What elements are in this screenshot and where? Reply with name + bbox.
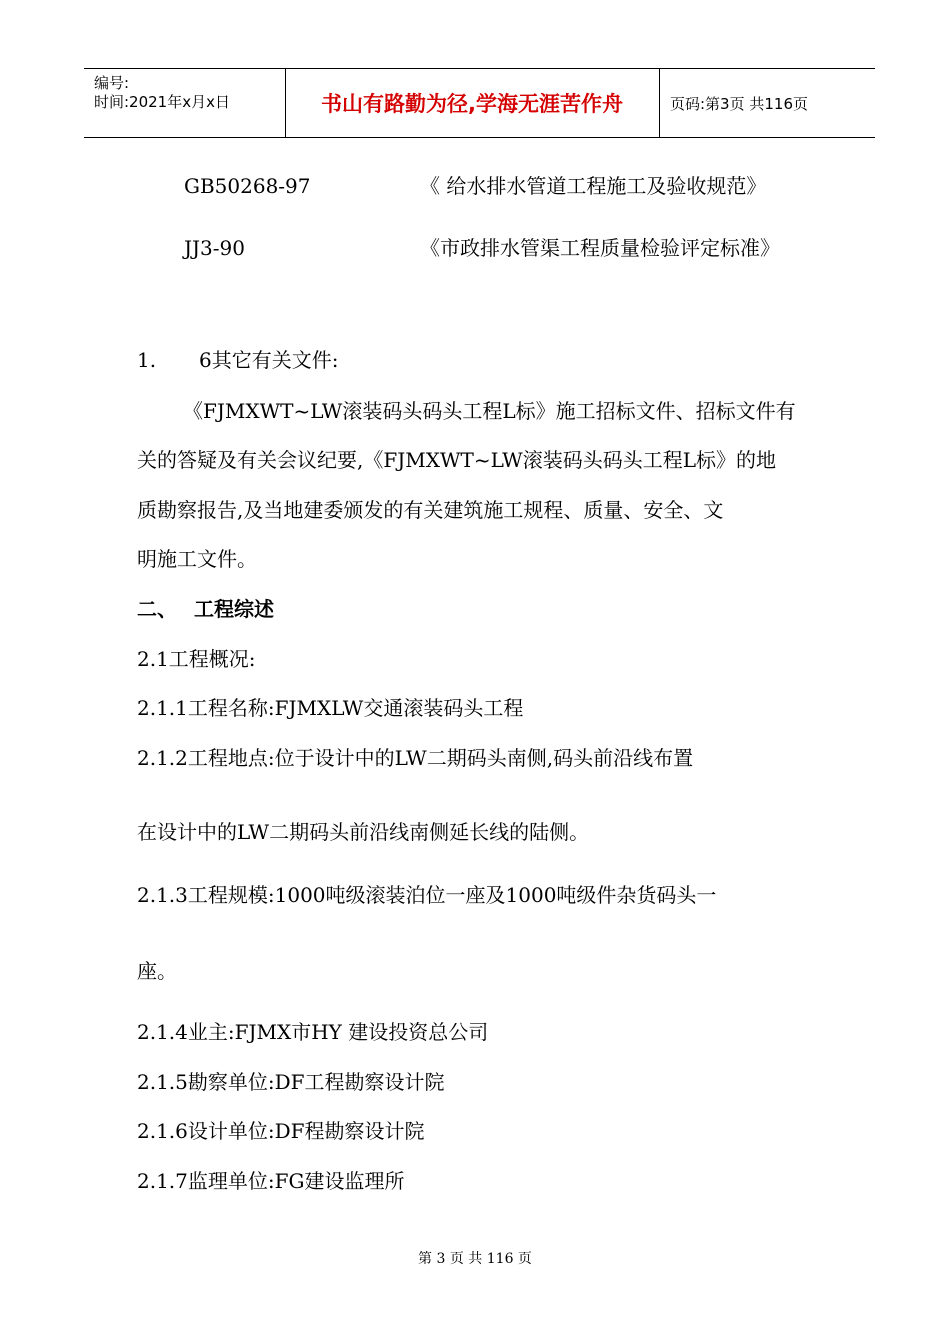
paragraph-line: 明施工文件。 <box>137 547 257 571</box>
paragraph-line: 质勘察报告,及当地建委颁发的有关建筑施工规程、质量、安全、文 <box>137 498 724 522</box>
item-project-name: 2.1.1工程名称:FJMXLW交通滚装码头工程 <box>137 696 524 720</box>
paragraph-line: 关的答疑及有关会议纪要,《FJMXWT~LW滚装码头码头工程L标》的地 <box>137 448 777 472</box>
header-meta <box>84 69 286 137</box>
item-survey-unit: 2.1.5勘察单位:DF工程勘察设计院 <box>137 1070 445 1094</box>
item-supervision-unit: 2.1.7监理单位:FG建设监理所 <box>137 1169 405 1193</box>
heading-title: 工程综述 <box>194 597 274 621</box>
heading-number: 二、 <box>137 597 177 621</box>
header-page-number: 页码:第3页 共116页 <box>670 94 808 113</box>
section-title: 6其它有关文件: <box>199 348 339 372</box>
standard-title: 《市政排水管渠工程质量检验评定标准》 <box>420 236 780 260</box>
item-design-unit: 2.1.6设计单位:DF程勘察设计院 <box>137 1119 425 1143</box>
standard-title: 《 给水排水管道工程施工及验收规范》 <box>420 174 767 198</box>
header-motto: 书山有路勤为径,学海无涯苦作舟 <box>285 69 660 137</box>
item-location-line: 2.1.2工程地点:位于设计中的LW二期码头南侧,码头前沿线布置 <box>137 746 694 770</box>
date-label: 时间:2021年x月x日 <box>94 93 230 111</box>
item-owner: 2.1.4业主:FJMX市HY 建设投资总公司 <box>137 1020 489 1044</box>
item-scale-line: 2.1.3工程规模:1000吨级滚装泊位一座及1000吨级件杂货码头一 <box>137 883 717 907</box>
number-label: 编号: <box>94 74 130 92</box>
page-header <box>84 68 875 138</box>
item-scale-line: 座。 <box>137 959 177 983</box>
paragraph-line: 《FJMXWT~LW滚装码头码头工程L标》施工招标文件、招标文件有 <box>183 399 796 423</box>
item-location-line: 在设计中的LW二期码头前沿线南侧延长线的陆侧。 <box>137 820 590 844</box>
standard-code: JJ3-90 <box>184 236 245 260</box>
section-number: 1. <box>137 348 157 372</box>
subsection-title: 2.1工程概况: <box>137 647 256 671</box>
standard-code: GB50268-97 <box>184 174 311 198</box>
page-footer: 第 3 页 共 116 页 <box>418 1251 532 1267</box>
